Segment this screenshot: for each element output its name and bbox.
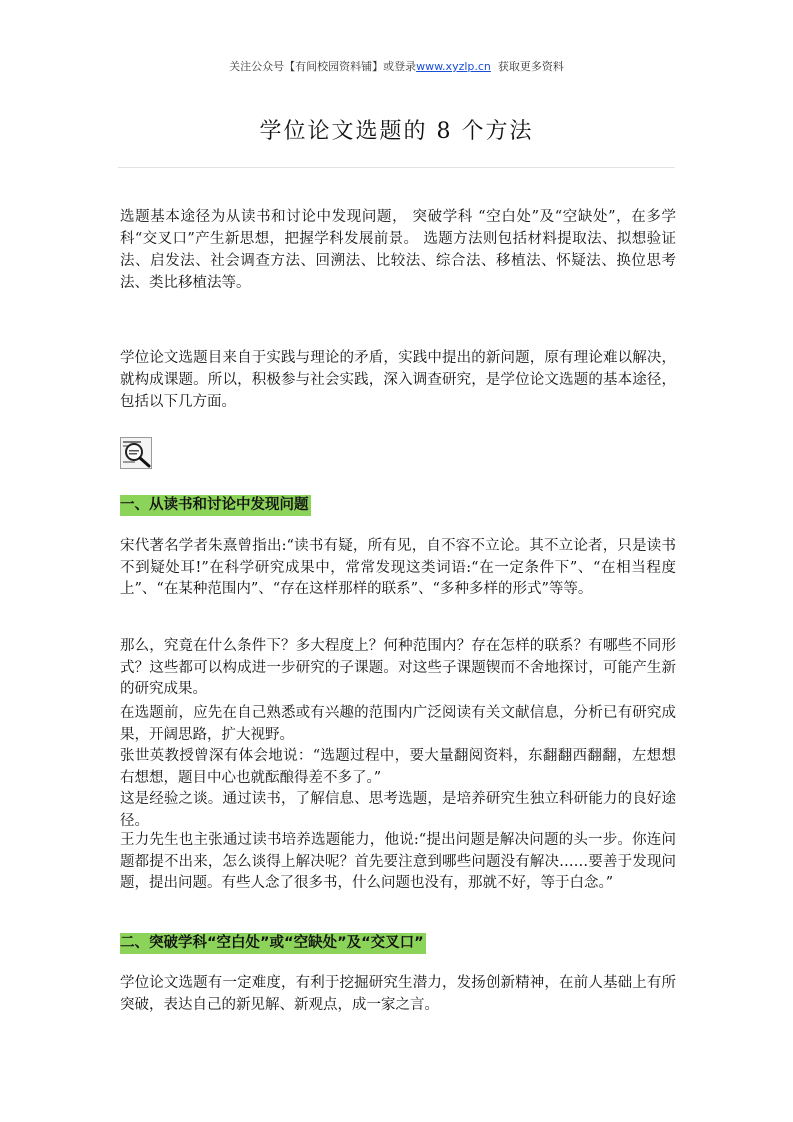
section-1-paragraph-1: 宋代著名学者朱熹曾指出:“读书有疑，所有见，自不容不立论。其不立论者，只是读书不到疑处耳!”在科学研究成果中，常常发现这类词语:“在一定条件下”、“在相当程度上”、“在某种范围内”、“存在这样那样的联系”、“多种多样的形式”等等。 [120,538,676,597]
header-note [0,58,793,74]
section-1-paragraph-2: 那么，究竟在什么条件下？多大程度上？何种范围内？存在怎样的联系？有哪些不同形式？这些都可以构成进一步研究的子课题。对这些子课题锲而不舍地探讨，可能产生新的研究成果。 [120,638,676,697]
section-1-paragraph-5: 这是经验之谈。通过读书，了解信息、思考选题，是培养研究生独立科研能力的良好途径。 [120,791,676,829]
title-divider [118,167,675,168]
section-2-heading: 二、突破学科“空白处”或“空缺处”及“交叉口” [120,933,426,954]
section-1-heading: 一、从读书和讨论中发现问题 [120,495,311,516]
section-1-paragraph-3: 在选题前，应先在自己熟悉或有兴趣的范围内广泛阅读有关文献信息，分析已有研究成果，开阔思路，扩大视野。 [120,705,676,743]
section-2-paragraph-1: 学位论文选题有一定难度，有利于挖掘研究生潜力，发扬创新精神，在前人基础上有所突破，表达自己的新见解、新观点，成一家之言。 [120,975,676,1013]
document-title: 学位论文选题的 8 个方法 [259,119,534,144]
intro-paragraph-1: 选题基本途径为从读书和讨论中发现问题， 突破学科 “空白处”及“空缺处”，在多学科“交叉口”产生新思想，把握学科发展前景。 选题方法则包括材料提取法、拟想验证法、启发法、社会调查方法、回溯法、比较法、综合法、移植法、怀疑法、换位思考法、类比移植法等。 [120,209,676,291]
website-link[interactable]: www.xyzlp.cn [416,60,491,73]
header-suffix: 获取更多资料 [497,60,564,73]
magnifier-reading-icon [120,437,152,469]
header-prefix: 关注公众号【有间校园资料铺】或登录 [229,60,417,73]
section-1-paragraph-6: 王力先生也主张通过读书培养选题能力，他说:“提出问题是解决问题的头一步。你连问题都提不出来，怎么谈得上解决呢？首先要注意到哪些问题没有解决……要善于发现问题，提出问题。有些人念了很多书，什么问题也没有，那就不好，等于白念。” [120,832,676,891]
intro-paragraph-2: 学位论文选题目来自于实践与理论的矛盾，实践中提出的新问题，原有理论难以解决，就构成课题。所以，积极参与社会实践，深入调查研究，是学位论文选题的基本途径，包括以下几方面。 [120,350,676,410]
section-1-paragraph-4: 张世英教授曾深有体会地说：“选题过程中，要大量翻阅资料，东翻翻西翻翻，左想想右想想，题目中心也就酝酿得差不多了。” [120,748,676,786]
